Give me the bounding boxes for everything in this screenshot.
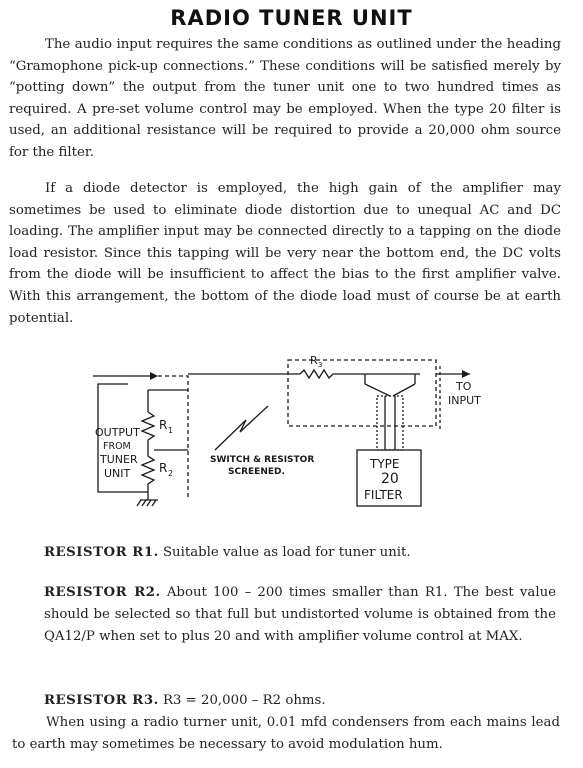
output-label-line: OUTPUT [95,426,140,439]
r3-label: R [310,354,318,367]
earth-hatch [152,500,156,506]
resistor-r2-heading: RESISTOR R2. [44,585,161,600]
resistor-r1-text: Suitable value as load for tuner unit. [162,545,411,560]
closing-note-text: When using a radio turner unit, 0.01 mfd condensers from each mains lead to earth may sometimes be necessary to avoid modulation hum. [12,715,560,752]
screen-box-switch [288,360,436,426]
r1-label: R [159,418,168,432]
circuit-diagram [0,350,583,530]
resistor-r1-note [44,542,556,564]
output-label-line: UNIT [104,467,131,480]
switch-blade [365,384,390,396]
paragraph-audio-input-text: The audio input requires the same conditions as outlined under the heading “Gramophone pick-up connections.” These conditions will be satisfied merely by “potting down” the output from the tuner unit one to two hundred times as required. A pre-set volume control may be employed. When the type 20 filter is used, an additional resistance will be required to provide a 20,000 ohm source for the filter. [9,37,561,160]
resistor-r2 [142,440,154,500]
resistor-r2-text: About 100 – 200 times smaller than R1. The best value should be selected so that full but undistorted volume is obtained from the QA12/P when set to plus 20 and with amplifier volume control at MAX. [44,585,557,644]
resistor-r1 [142,412,154,440]
page-title: RADIO TUNER UNIT [170,6,413,30]
r1-subscript: 1 [168,426,174,435]
r2-subscript: 2 [168,469,174,478]
r2-label: R [159,461,168,475]
resistor-r3 [300,370,333,378]
earth-hatch [142,500,146,506]
closing-note [12,712,560,756]
paragraph-diode-detector-text: If a diode detector is employed, the high gain of the amplifier may sometimes be used to eliminate diode distortion due to unequal AC and DC loading. The amplifier input may be connected directly to a tapping on the diode load resistor. Since this tapping will be very near the bottom end, the DC volts from the diode will be insufficient to affect the bias to the first amplifier valve. With this arrangement, the bottom of the diode load must of course be at earth potential. [9,181,561,326]
r3-subscript: 3 [318,361,323,369]
output-arrow-icon [462,370,470,378]
to-input-label-line: TO [456,380,472,393]
earth-hatch [147,500,151,506]
filter-label-line: 20 [381,471,399,487]
resistor-r3-heading: RESISTOR R3. [44,693,159,708]
paragraph-audio-input [9,34,561,164]
resistor-r2-note [44,582,556,647]
output-label-line: TUNER [100,453,138,466]
screened-lead [377,396,403,450]
output-label-line: FROM [103,441,131,452]
resistor-r3-note [44,690,556,712]
screen-indicator-icon [215,406,268,450]
filter-label-line: FILTER [364,488,403,502]
screen-box-left [158,376,188,500]
switch-label-line: SWITCH & RESISTOR [210,455,315,465]
switch-blade [393,384,415,396]
resistor-r3-text: R3 = 20,000 – R2 ohms. [162,693,326,708]
earth-hatch [137,500,141,506]
paragraph-diode-detector [9,178,561,329]
resistor-r1-heading: RESISTOR R1. [44,545,159,560]
input-arrow-icon [150,372,158,380]
filter-label-line: TYPE [370,457,400,471]
to-input-label-line: INPUT [448,394,481,407]
switch-label-line: SCREENED. [228,467,285,477]
